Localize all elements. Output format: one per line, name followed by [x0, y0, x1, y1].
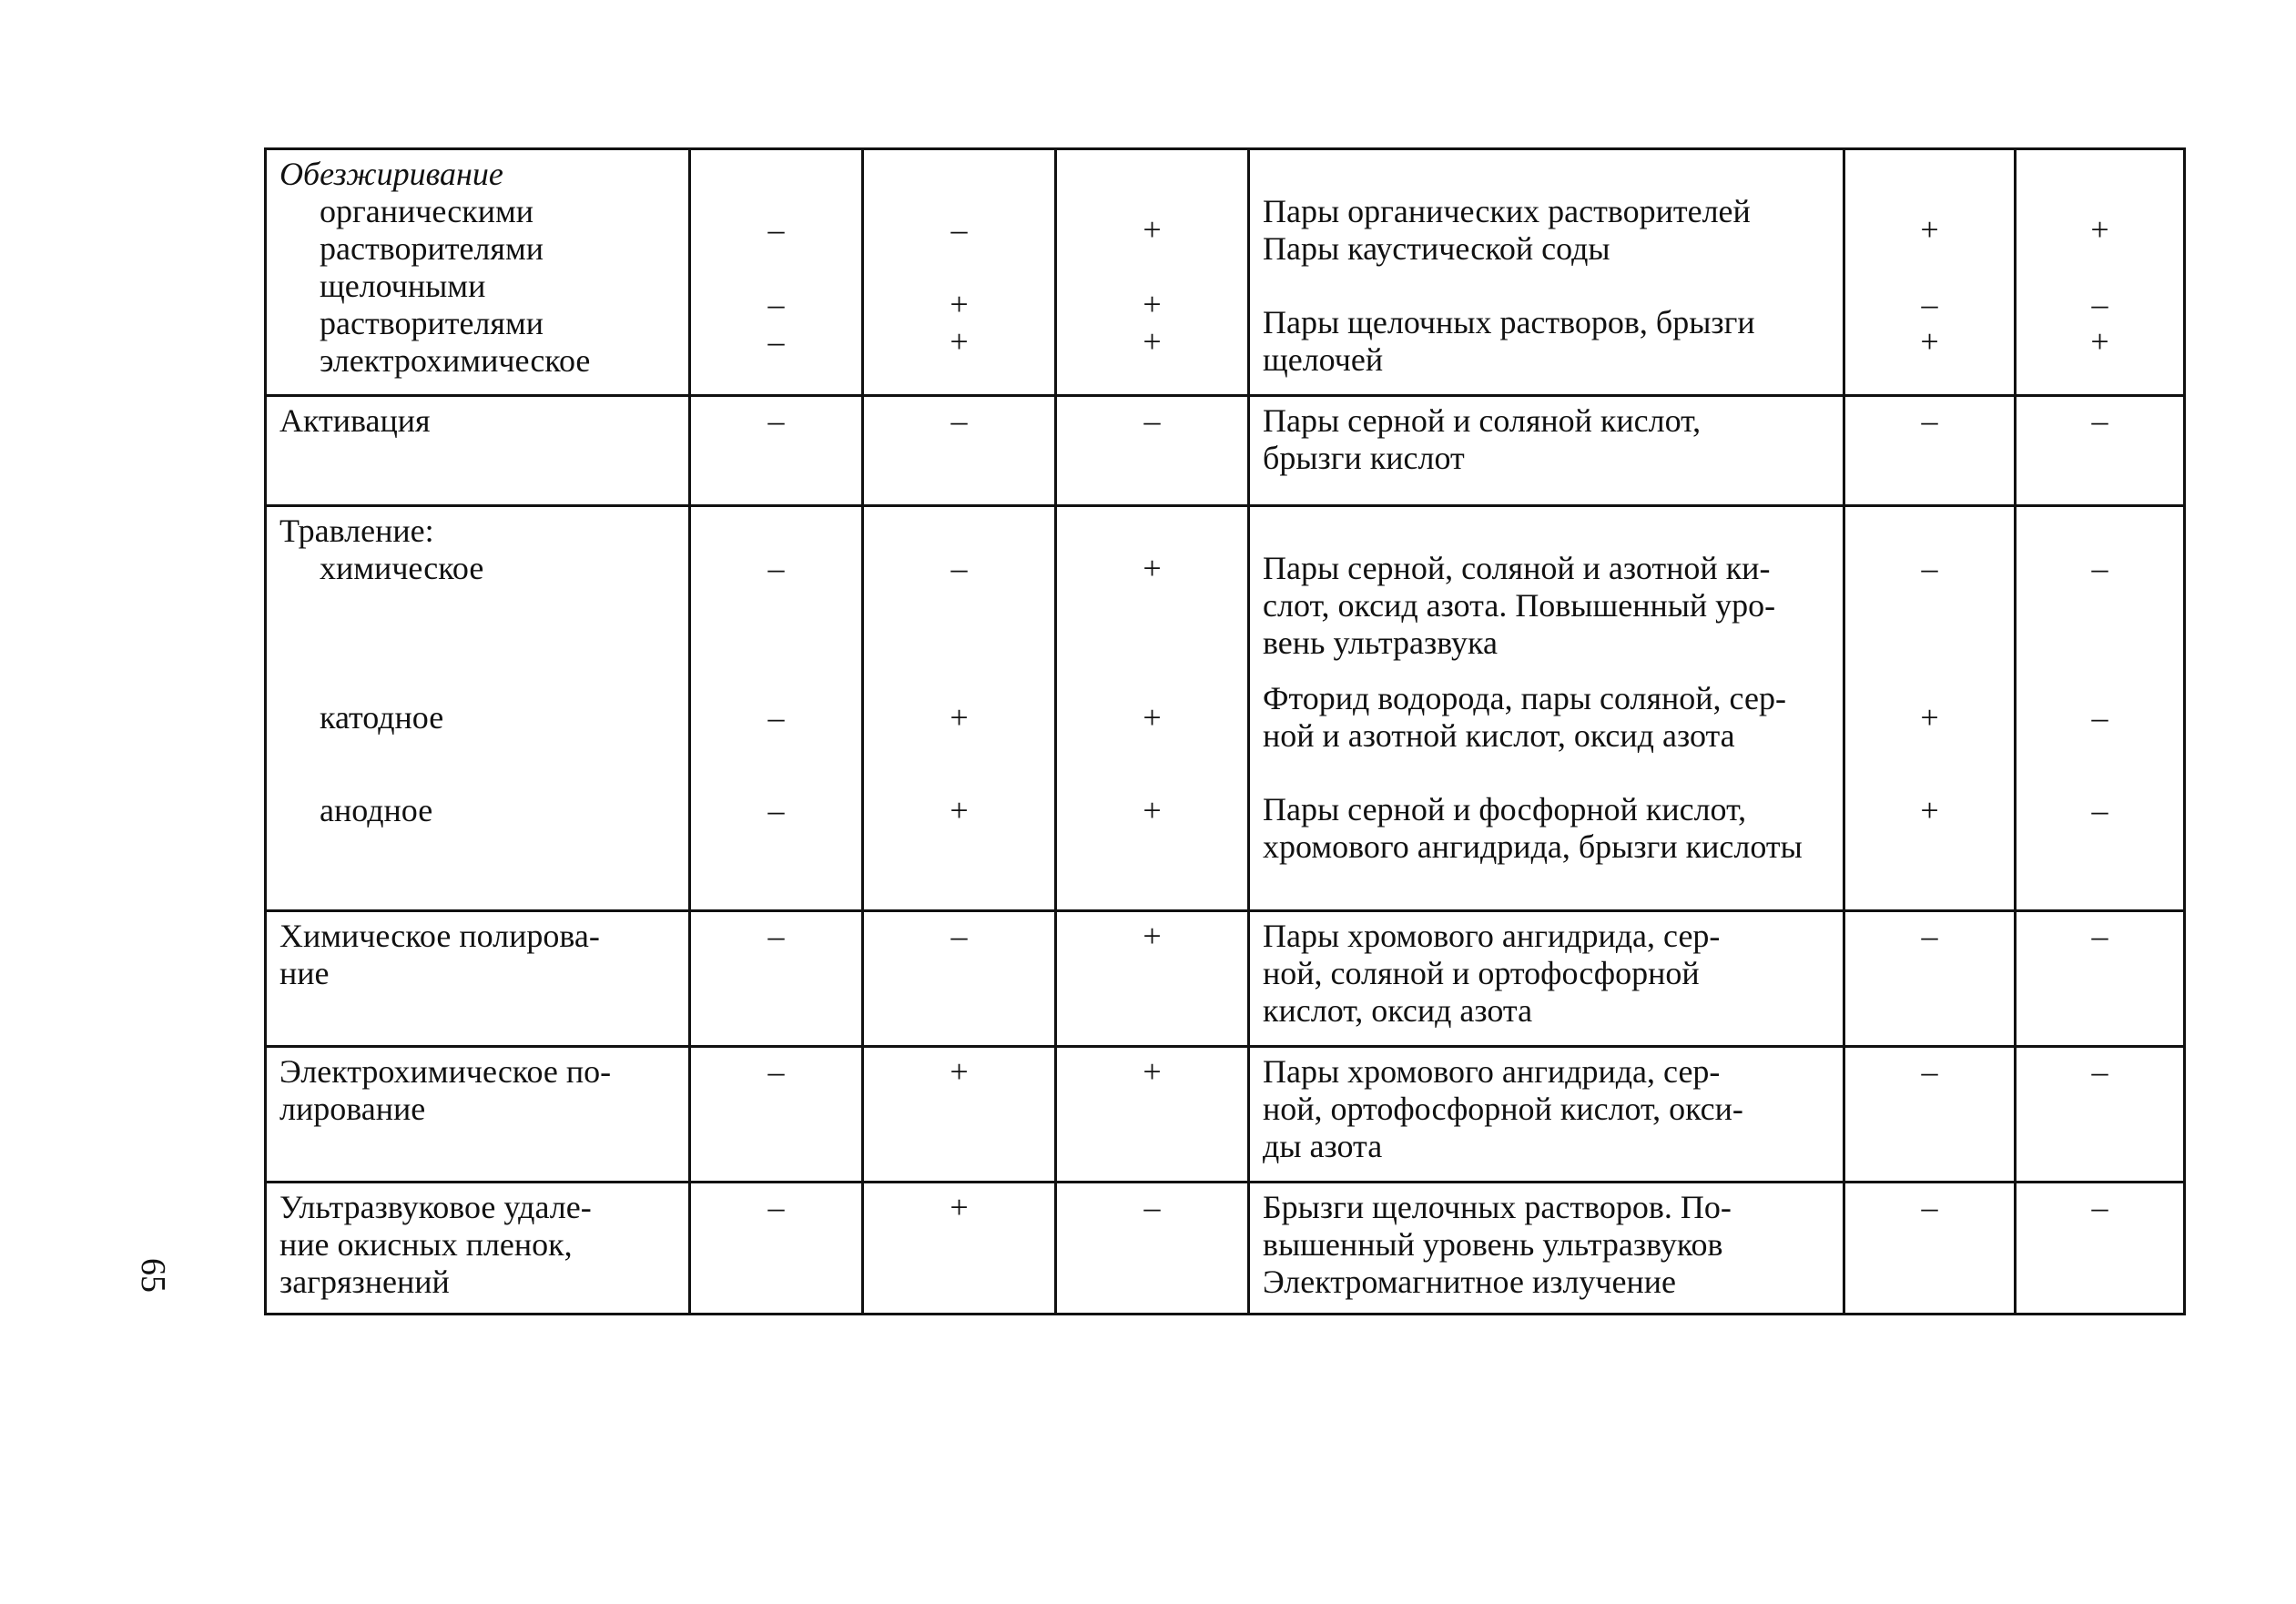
mark-cell	[2016, 1183, 2185, 1315]
process-cell	[266, 396, 690, 506]
mark-cell	[2016, 506, 2185, 911]
table-row	[266, 506, 2185, 911]
mark: +	[950, 323, 969, 360]
mark-cell	[2016, 396, 2185, 506]
mark: –	[767, 1189, 785, 1225]
mark: –	[2091, 699, 2108, 736]
mark: +	[1143, 918, 1162, 954]
mark: –	[950, 550, 968, 586]
mark: –	[1921, 402, 1938, 439]
mark: –	[767, 918, 785, 954]
mark-cell	[1844, 149, 2016, 396]
hazard-text: Электромагнитное излучение	[1263, 1264, 1677, 1300]
mark: –	[950, 211, 968, 248]
hazard-cell	[1249, 1047, 1844, 1183]
mark: –	[767, 550, 785, 586]
mark: +	[1143, 286, 1162, 322]
mark: +	[1143, 550, 1162, 586]
table-row	[266, 1047, 2185, 1183]
process-title: Обезжиривание	[279, 156, 503, 192]
process-cell	[266, 911, 690, 1047]
mark: +	[950, 286, 969, 322]
mark: +	[950, 1189, 969, 1225]
mark: –	[1143, 402, 1161, 439]
hazard-text: Брызги щелочных растворов. По-	[1263, 1189, 1732, 1225]
mark: +	[1143, 323, 1162, 360]
process-subitem: органическими	[320, 193, 534, 229]
mark-cell	[1844, 396, 2016, 506]
mark: +	[1143, 792, 1162, 828]
mark-cell	[1056, 506, 1249, 911]
mark-cell	[1844, 911, 2016, 1047]
table-row	[266, 911, 2185, 1047]
mark: –	[2091, 402, 2108, 439]
process-title: загрязнений	[279, 1264, 450, 1300]
hazard-text: щелочей	[1263, 341, 1384, 378]
mark: +	[1920, 699, 1939, 736]
mark: –	[2091, 1053, 2108, 1090]
page-number: 65	[134, 1258, 172, 1293]
mark: –	[1143, 1189, 1161, 1225]
mark: –	[767, 699, 785, 736]
mark: +	[950, 699, 969, 736]
hazard-text: Пары щелочных растворов, брызги	[1263, 304, 1755, 340]
mark-cell	[863, 911, 1056, 1047]
mark: –	[1921, 550, 1938, 586]
mark: –	[1921, 1053, 1938, 1090]
mark: –	[767, 792, 785, 828]
process-cell	[266, 506, 690, 911]
hazard-text: вышенный уровень ультразвуков	[1263, 1226, 1723, 1263]
mark: +	[950, 792, 969, 828]
mark: +	[1143, 1053, 1162, 1090]
mark-cell	[690, 911, 863, 1047]
mark: –	[1921, 1189, 1938, 1225]
mark-cell	[1844, 506, 2016, 911]
process-subitem: катодное	[320, 699, 444, 736]
mark-cell	[2016, 1047, 2185, 1183]
process-title: лирование	[279, 1091, 426, 1127]
hazard-cell	[1249, 149, 1844, 396]
hazard-text: Пары серной и соляной кислот,	[1263, 402, 1702, 439]
table-row	[266, 1183, 2185, 1315]
mark-cell	[1056, 1047, 1249, 1183]
hazard-text: кислот, оксид азота	[1263, 992, 1533, 1029]
mark-cell	[863, 1183, 1056, 1315]
mark-cell	[863, 1047, 1056, 1183]
mark: +	[1143, 699, 1162, 736]
hazard-text: слот, оксид азота. Повышенный уро-	[1263, 587, 1776, 624]
mark: +	[1920, 211, 1939, 248]
mark: –	[1921, 918, 1938, 954]
process-title: Химическое полирова-	[279, 918, 600, 954]
process-title: ние окисных пленок,	[279, 1226, 573, 1263]
mark: +	[2090, 211, 2109, 248]
process-subitem: электрохимическое	[320, 342, 591, 379]
mark: +	[950, 1053, 969, 1090]
mark: +	[1920, 792, 1939, 828]
hazard-text: Пары хромового ангидрида, сер-	[1263, 1053, 1721, 1090]
mark-cell	[690, 149, 863, 396]
process-subitem: химическое	[320, 550, 484, 586]
mark-cell	[1844, 1047, 2016, 1183]
process-subitem: щелочными	[320, 268, 486, 304]
mark-cell	[690, 1047, 863, 1183]
hazard-text: хромового ангидрида, брызги кислоты	[1263, 828, 1803, 865]
process-title: Активация	[279, 402, 431, 439]
mark-cell	[1844, 1183, 2016, 1315]
mark: –	[767, 402, 785, 439]
hazard-text: ной и азотной кислот, оксид азота	[1263, 717, 1735, 754]
mark-cell	[1056, 149, 1249, 396]
table-row	[266, 396, 2185, 506]
process-subitem: растворителями	[320, 230, 544, 267]
mark-cell	[690, 1183, 863, 1315]
mark: –	[767, 1053, 785, 1090]
mark: –	[767, 323, 785, 360]
mark-cell	[1056, 396, 1249, 506]
mark-cell	[2016, 911, 2185, 1047]
hazard-text: Пары каустической соды	[1263, 230, 1610, 267]
mark: +	[1143, 211, 1162, 248]
table-row	[266, 149, 2185, 396]
mark: –	[767, 286, 785, 322]
mark: +	[1920, 323, 1939, 360]
mark-cell	[1056, 911, 1249, 1047]
process-cell	[266, 1047, 690, 1183]
hazard-cell	[1249, 506, 1844, 911]
mark-cell	[1056, 1183, 1249, 1315]
process-subitem: растворителями	[320, 305, 544, 341]
hazard-text: ной, ортофосфорной кислот, окси-	[1263, 1091, 1743, 1127]
mark: –	[2091, 286, 2108, 322]
mark-cell	[863, 149, 1056, 396]
hazard-text: Пары серной, соляной и азотной ки-	[1263, 550, 1771, 586]
mark-cell	[863, 506, 1056, 911]
process-hazard-table	[264, 147, 2186, 1315]
mark-cell	[690, 506, 863, 911]
mark-cell	[863, 396, 1056, 506]
mark: –	[767, 211, 785, 248]
process-title: Ультразвуковое удале-	[279, 1189, 592, 1225]
mark: –	[950, 402, 968, 439]
mark: –	[2091, 550, 2108, 586]
process-cell	[266, 149, 690, 396]
process-title: ние	[279, 955, 330, 991]
hazard-text: ной, соляной и ортофосфорной	[1263, 955, 1700, 991]
process-title: Электрохимическое по-	[279, 1053, 612, 1090]
hazard-text: Фторид водорода, пары соляной, сер-	[1263, 680, 1786, 716]
hazard-text: Пары органических растворителей	[1263, 193, 1751, 229]
mark: –	[2091, 792, 2108, 828]
mark: –	[1921, 286, 1938, 322]
hazard-text: вень ультразвука	[1263, 624, 1498, 661]
hazard-text: Пары серной и фосфорной кислот,	[1263, 791, 1747, 827]
hazard-cell	[1249, 396, 1844, 506]
hazard-text: Пары хромового ангидрида, сер-	[1263, 918, 1721, 954]
mark-cell	[690, 396, 863, 506]
mark: –	[2091, 918, 2108, 954]
hazard-text: брызги кислот	[1263, 440, 1465, 476]
process-subitem: анодное	[320, 792, 433, 828]
process-cell	[266, 1183, 690, 1315]
mark: +	[2090, 323, 2109, 360]
mark-cell	[2016, 149, 2185, 396]
mark: –	[2091, 1189, 2108, 1225]
hazard-text: ды азота	[1263, 1128, 1383, 1164]
hazard-cell	[1249, 1183, 1844, 1315]
mark: –	[950, 918, 968, 954]
process-title: Травление:	[279, 513, 434, 549]
hazard-cell	[1249, 911, 1844, 1047]
